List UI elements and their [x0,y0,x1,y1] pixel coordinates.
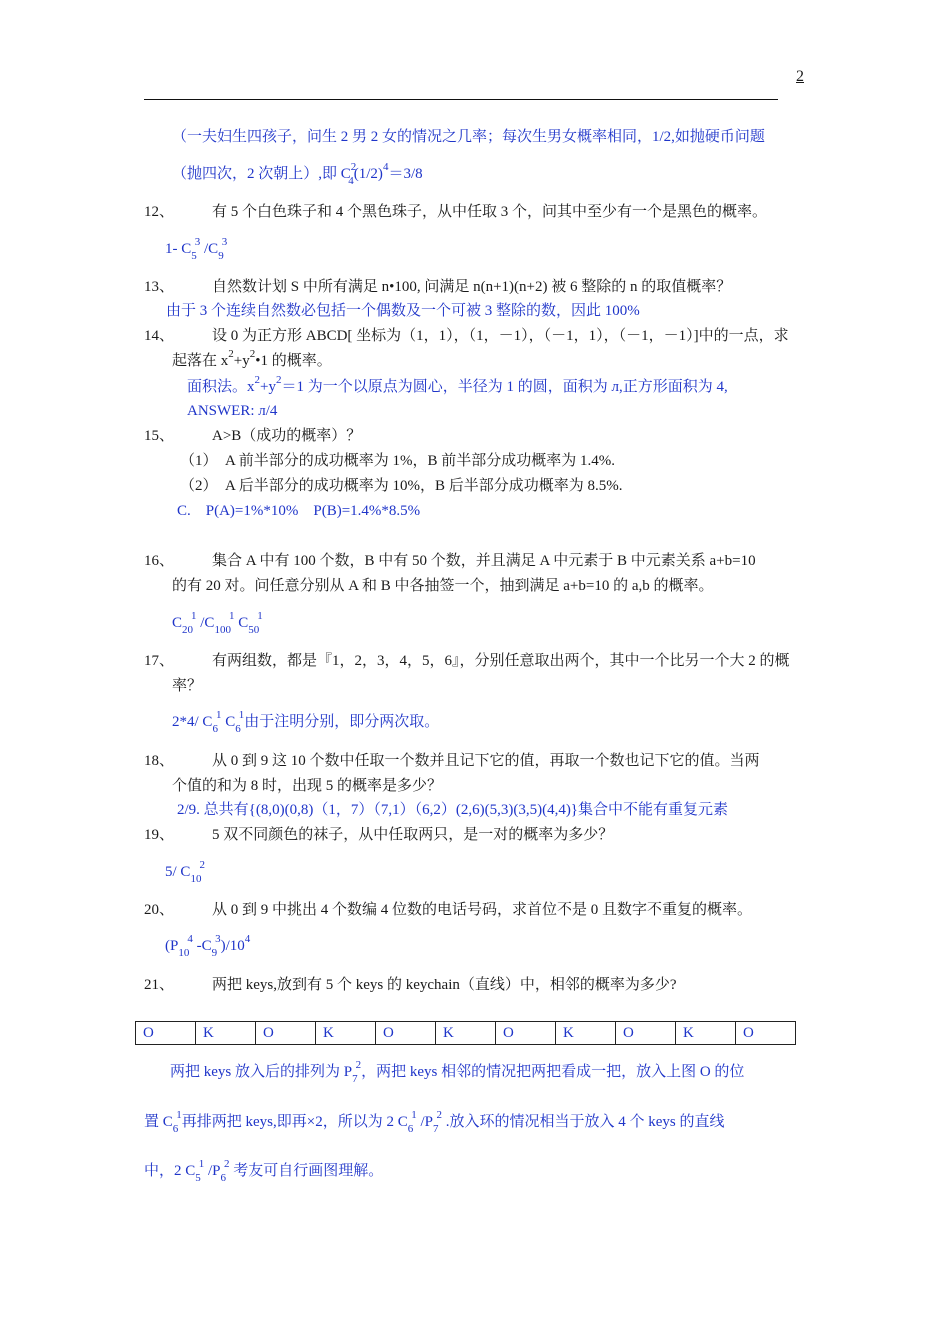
question-12-number: 12、 [144,204,175,220]
question-13-number: 13、 [144,279,175,295]
table-cell: O [496,1022,556,1045]
question-20-answer: ($P_{10}^4$ $-C_9^3)/10^4$ [165,933,251,959]
table-cell: K [436,1022,496,1045]
question-14-number: 14、 [144,328,175,344]
question-20-text: 从 0 到 9 中挑出 4 个数编 4 位数的电话号码，求首位不是 0 且数字不重复的概率。 [212,902,753,918]
question-19-number: 19、 [144,827,175,843]
question-14-answer-1: 面积法。$x^2+y^2=1$ 为一个以原点为圆心，半径为 1 的圆，面积为 л,正方形面积为 4, [187,374,728,395]
question-12-answer: 1- $C_5^3$ $/C_9^3$ [165,236,228,262]
question-18-text-2: 个值的和为 8 时，出现 5 的概率是多少？ [172,778,443,794]
intro-line-2: （抛四次，2 次朝上）,即 $C^2_4(1/2)^4=3/8$ [172,161,423,187]
table-cell: O [616,1022,676,1045]
table-cell: K [676,1022,736,1045]
question-21-explanation-3: 中，2 $C_5^1$ $/P_6^2$ 考友可自行画图理解。 [144,1158,384,1184]
question-17-answer: 2*4/ $C_6^1$ $C_6^1$由于注明分别，即分两次取。 [172,709,440,735]
question-15-item-2: （2） A 后半部分的成功概率为 10%，B 后半部分成功概率为 8.5%. [180,478,623,494]
question-21-explanation-1: 两把 keys 放入后的排列为 $P_7^2$，两把 keys 相邻的情况把两把看成一把，放入上图 O 的位 [170,1059,745,1085]
question-14-answer-2: ANSWER: л/4 [187,403,278,419]
question-18-number: 18、 [144,753,175,769]
question-12-text: 有 5 个白色珠子和 4 个黑色珠子，从中任取 3 个，问其中至少有一个是黑色的概率。 [212,204,768,220]
table-cell: O [256,1022,316,1045]
question-18-text: 从 0 到 9 这 10 个数中任取一个数并且记下它的值，再取一个数也记下它的值。当两 [212,753,760,769]
question-16-text: 集合 A 中有 100 个数，B 中有 50 个数，并且满足 A 中元素于 B 中元素关系 a+b=10 [212,553,756,569]
table-cell: K [316,1022,376,1045]
question-15-text: A>B（成功的概率）？ [212,428,362,444]
page-number: 2 [796,68,804,85]
table-cell: K [196,1022,256,1045]
question-15-number: 15、 [144,428,175,444]
question-20-number: 20、 [144,902,175,918]
question-16-number: 16、 [144,553,175,569]
question-13-answer: 由于 3 个连续自然数必包括一个偶数及一个可被 3 整除的数，因此 100% [166,303,640,319]
question-21-explanation-2: 置 $C_6^1$再排两把 keys,即再×2，所以为 2 $C_6^1$ $/P_7^2$ .放入环的情况相当于放入 4 个 keys 的直线 [144,1109,725,1135]
table-cell: O [136,1022,196,1045]
question-17-text-2: 率？ [172,678,203,694]
question-15-answer: C. P(A)=1%*10% P(B)=1.4%*8.5% [177,503,421,519]
question-14-text: 设 0 为正方形 ABCD[ 坐标为（1，1），（1，－1），（－1，1），（－1，－1）]中的一点，求 [212,328,789,344]
question-19-answer: 5/ $C_{10}^2$ [165,859,205,885]
question-19-text: 5 双不同颜色的袜子，从中任取两只，是一对的概率为多少？ [212,827,614,843]
question-14-text-2: 起落在 $x^2+y^2•1$ 的概率。 [172,348,332,369]
keychain-table [135,1021,796,1045]
question-17-number: 17、 [144,653,175,669]
question-13-text: 自然数计划 S 中所有满足 n•100, 问满足 n(n+1)(n+2) 被 6 整除的 n 的取值概率？ [212,279,732,295]
question-17-text: 有两组数，都是『1，2，3，4，5，6』，分别任意取出两个，其中一个比另一个大 2 的概 [212,653,790,669]
question-16-text-2: 的有 20 对。问任意分别从 A 和 B 中各抽签一个，抽到满足 a+b=10 的 a,b 的概率。 [172,578,714,594]
header-rule [144,99,778,100]
table-cell: O [376,1022,436,1045]
question-15-item-1: （1） A 前半部分的成功概率为 1%，B 前半部分成功概率为 1.4%. [180,453,616,469]
table-row [136,1022,796,1045]
table-cell: K [556,1022,616,1045]
intro-line-1: （一夫妇生四孩子，问生 2 男 2 女的情况之几率；每次生男女概率相同，1/2,如抛硬币问题 [172,129,765,145]
table-cell: O [736,1022,796,1045]
question-21-text: 两把 keys,放到有 5 个 keys 的 keychain（直线）中，相邻的概率为多少? [212,977,677,993]
question-16-answer: $C_{20}^1$ $/C_{100}^1$ $C_{50}^1$ [172,610,263,636]
question-21-number: 21、 [144,977,175,993]
question-18-answer: 2/9. 总共有{(8,0)(0,8)（1，7）（7,1）（6,2）(2,6)(5,3)(3,5)(4,4)}集合中不能有重复元素 [177,802,729,818]
